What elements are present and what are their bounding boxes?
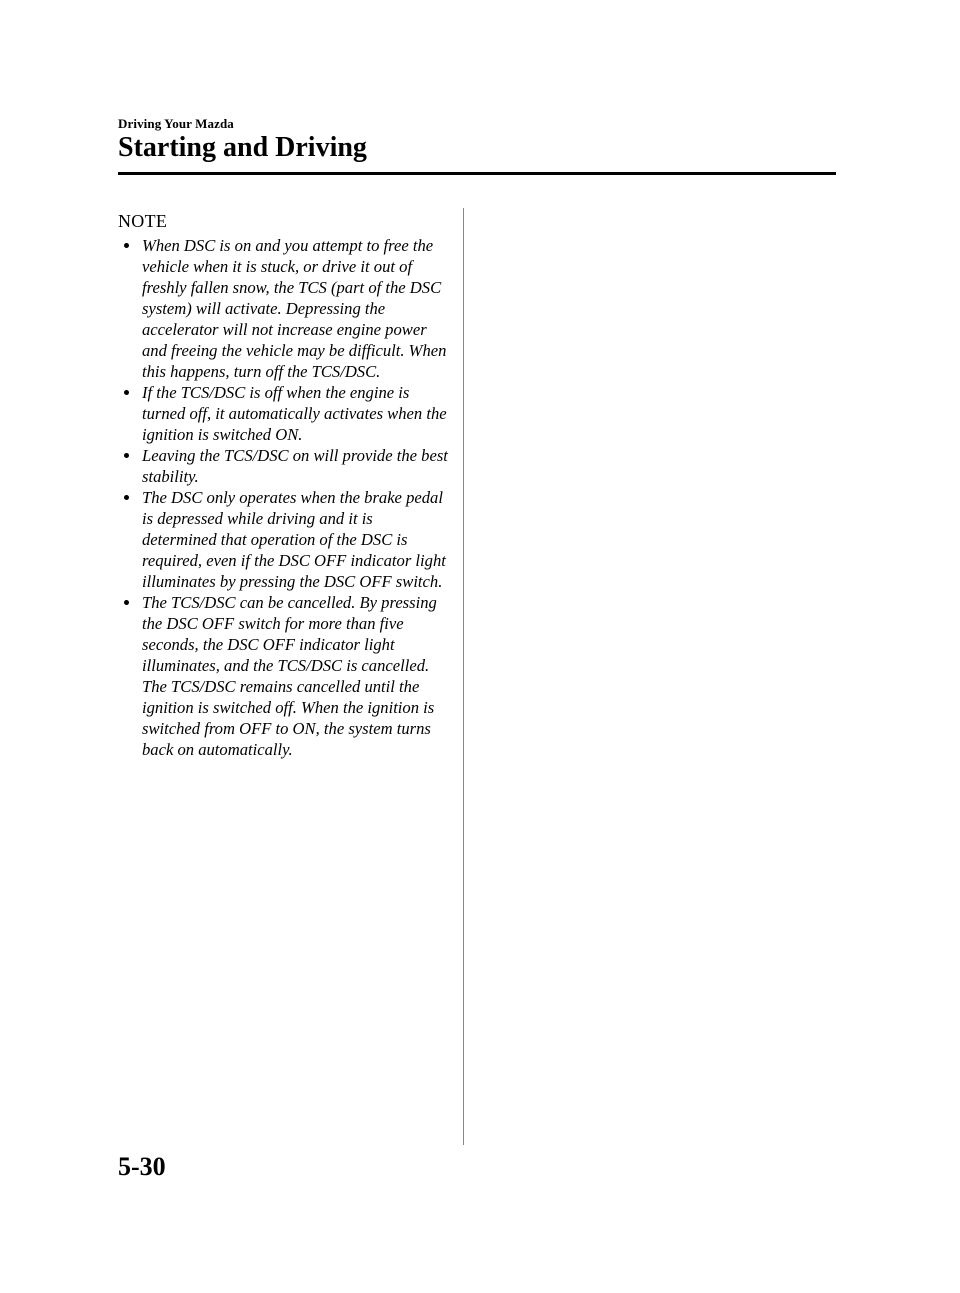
note-item	[118, 235, 448, 382]
note-item	[118, 487, 448, 592]
note-item	[118, 382, 448, 445]
note-item-text-continued: The TCS/DSC remains cancelled until the ignition is switched off. When the ignition is switched from OFF to ON, the system turns back on automatically.	[142, 677, 435, 759]
bullet-icon	[124, 453, 129, 458]
note-item-text: If the TCS/DSC is off when the engine is turned off, it automatically activates when the ignition is switched ON.	[142, 383, 447, 444]
header-rule	[118, 172, 836, 175]
note-item	[118, 592, 448, 760]
note-item-text: The TCS/DSC can be cancelled. By pressing the DSC OFF switch for more than five seconds, the DSC OFF indicator light illuminates, and the TCS/DSC is cancelled.	[142, 593, 437, 675]
column-divider	[463, 208, 464, 1145]
bullet-icon	[124, 495, 129, 500]
section-label: Driving Your Mazda	[118, 116, 234, 131]
note-item	[118, 445, 448, 487]
note-list	[118, 235, 448, 760]
note-item-text: The DSC only operates when the brake pedal is depressed while driving and it is determined that operation of the DSC is required, even if the DSC OFF indicator light illuminates by pressing the DSC OFF switch.	[142, 488, 446, 591]
note-item-text: Leaving the TCS/DSC on will provide the best stability.	[142, 446, 448, 486]
page-number: 5-30	[118, 1152, 166, 1181]
note-heading: NOTE	[118, 211, 168, 231]
note-block	[118, 211, 448, 760]
bullet-icon	[124, 600, 129, 605]
bullet-icon	[124, 390, 129, 395]
bullet-icon	[124, 243, 129, 248]
chapter-title: Starting and Driving	[118, 132, 367, 163]
note-item-text: When DSC is on and you attempt to free the vehicle when it is stuck, or drive it out of freshly fallen snow, the TCS (part of the DSC system) will activate. Depressing the accelerator will not increase engine power and freeing the vehicle may be difficult. When this happens, turn off the TCS/DSC.	[142, 236, 447, 381]
